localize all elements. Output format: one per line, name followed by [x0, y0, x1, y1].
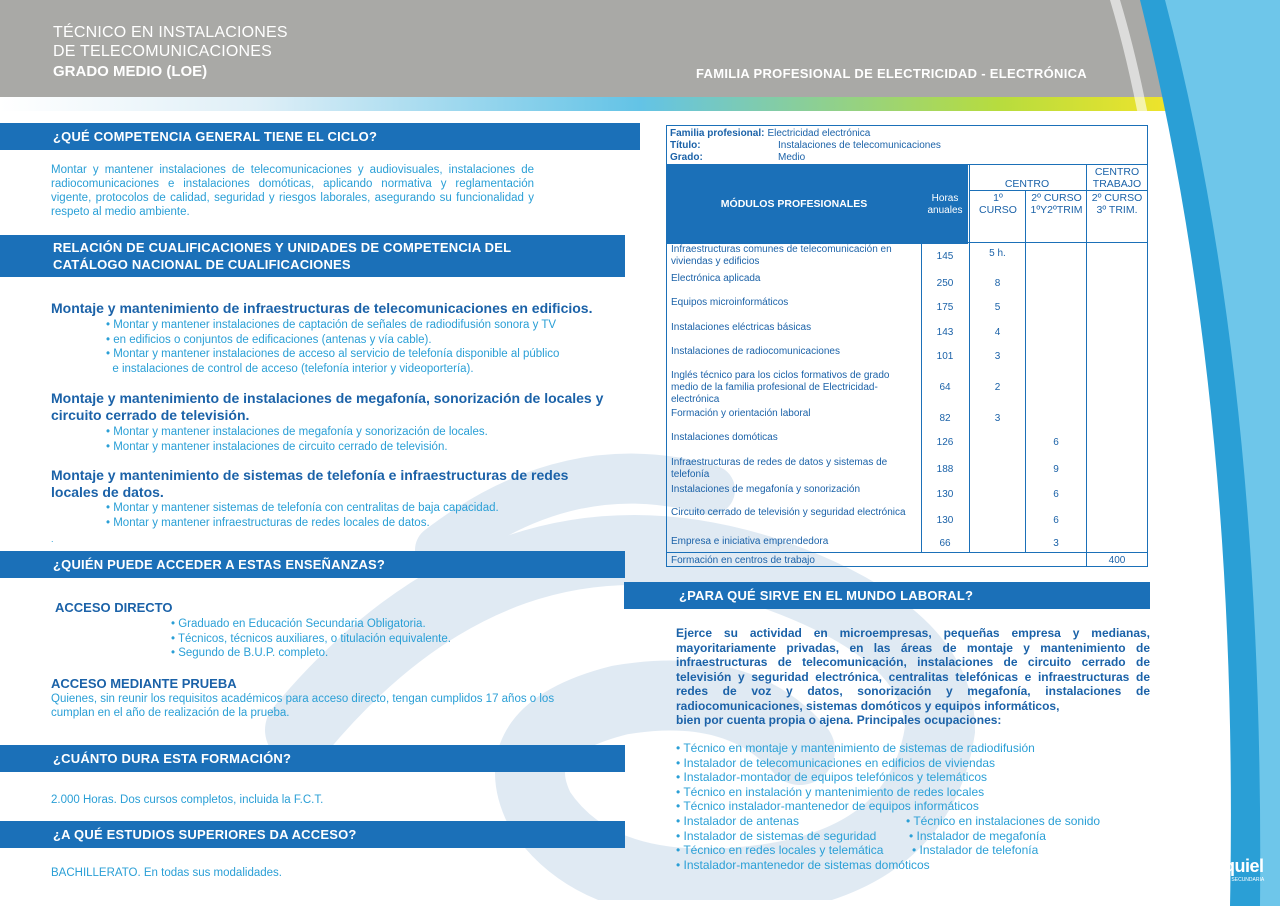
table-row-horas: 126 — [936, 437, 954, 448]
stray-dot: . — [51, 534, 54, 544]
grado-label: Grado: — [670, 152, 703, 163]
logo-subtitle: INSTITUTO DE EDUCACIÓN SECUNDARIA — [1164, 877, 1265, 883]
group-3-title-line2: locales de datos. — [51, 484, 164, 500]
laboral-paragraph: Ejerce su actividad en microempresas, pequeñas empresa y medianas, mayoritariamente privadas, en las áreas de montaje y mantenimiento de infraestructuras de telecomunicación, instalaciones de circuito cerrado de televisión y seguridad electrónica, centralitas telefónicas e infraestructuras de redes de voz y datos, sonorización y megafonía, instalaciones de radiocomunicaciones, sistemas domóticos y equipos informáticos, — [676, 626, 1150, 713]
fct-value: 400 — [1108, 555, 1126, 566]
group-3-title-line1: Montaje y mantenimiento de sistemas de telefonía e infraestructuras de redes — [51, 467, 569, 483]
table-row-1curso: 4 — [994, 327, 1001, 338]
table-row-module-name: Empresa e iniciativa emprendedora — [671, 536, 829, 547]
grado-value: Medio — [778, 152, 806, 163]
acceso-directo-title: ACCESO DIRECTO — [55, 600, 173, 615]
group-1-title — [51, 300, 592, 317]
list-item: • Técnico en redes locales y telemática — [676, 843, 884, 857]
table-row-module-name: Inglés técnico para los ciclos formativos de grado medio de la familia profesional de Electricidad-electrónica — [671, 370, 890, 405]
color-stripe — [0, 97, 1280, 111]
modules-table — [666, 125, 1148, 567]
table-row-2curso: 6 — [1053, 488, 1059, 500]
table-row-2curso: 9 — [1053, 463, 1059, 475]
table-row-module-name: Instalaciones de radiocomunicaciones — [671, 346, 840, 357]
table-row-module-name: Formación y orientación laboral — [671, 408, 811, 419]
acceso-prueba-text — [51, 692, 554, 720]
familia-value: Electricidad electrónica — [767, 128, 871, 139]
acceso-prueba-line2: cumplan en el año de realización de la prueba. — [51, 707, 290, 719]
logo — [1162, 800, 1272, 890]
group-2-title-line2: circuito cerrado de televisión. — [51, 407, 250, 423]
table-row-1curso: 3 — [994, 351, 1001, 362]
laboral-paragraph-end: bien por cuenta propia o ajena. Principales ocupaciones: — [676, 713, 1002, 727]
table-row-2curso: 6 — [1053, 514, 1059, 526]
ocupaciones-left — [676, 814, 930, 872]
cualificaciones-heading — [0, 235, 625, 277]
table-row-horas: 175 — [936, 302, 954, 313]
list-item: • Montar y mantener instalaciones de megafonía y sonorización de locales. — [106, 426, 488, 438]
logo-name: ies azarquiel — [1162, 856, 1264, 876]
list-item: • Instalador-mantenedor de sistemas domóticos — [676, 857, 930, 872]
list-item: • Montar y mantener instalaciones de captación de señales de radiodifusión sonora y TV — [106, 319, 557, 331]
competencia-text: Montar y mantener instalaciones de telecomunicaciones y audiovisuales, instalaciones de radiocomunicaciones e instalaciones domóticas, aplicando normativa y reglamentación vigente, protocolos de calidad, seguridad y riesgos laborales, asegurando su funcionalidad y respeto al medio ambiente. — [51, 164, 534, 218]
list-item: • en edificios o conjuntos de edificaciones (antenas y vía cable). — [106, 333, 432, 346]
group-3-title — [51, 467, 568, 501]
table-row-module-name: Equipos microinformáticos — [671, 297, 789, 308]
cualificaciones-heading-line2: CATÁLOGO NACIONAL DE CUALIFICACIONES — [53, 257, 351, 272]
table-row-horas: 143 — [936, 327, 954, 338]
table-row-module-name: Infraestructuras comunes de telecomunicación en viviendas y edificios — [671, 244, 892, 267]
titulo-label: Título: — [670, 140, 701, 151]
list-item: • Montar y mantener instalaciones de circuito cerrado de televisión. — [106, 440, 448, 453]
list-item: • Instalador de sistemas de seguridad — [676, 828, 877, 843]
table-row-1curso: 8 — [994, 278, 1001, 289]
table-row-module-name: Circuito cerrado de televisión y seguridad electrónica — [671, 507, 906, 518]
estudios-text: BACHILLERATO. En todas sus modalidades. — [51, 867, 282, 879]
table-row-module-name: Instalaciones de megafonía y sonorización — [671, 484, 861, 495]
table-row-horas: 82 — [939, 413, 951, 424]
a-letter-icon — [1190, 820, 1230, 856]
ocupaciones-list — [676, 741, 1035, 814]
list-item: • Técnico instalador-mantenedor de equipos informáticos — [676, 799, 979, 813]
group-3-items — [106, 501, 499, 530]
list-item: e instalaciones de control de acceso (telefonía interior y videoportería). — [106, 362, 474, 375]
list-item: • Instalador-montador de equipos telefónicos y telemáticos — [676, 770, 988, 784]
list-item: • Montar y mantener infraestructuras de redes locales de datos. — [106, 516, 430, 529]
col-horas-label: Horas anuales — [927, 193, 963, 216]
group-2-title-line1: Montaje y mantenimiento de instalaciones de megafonía, sonorización de locales y — [51, 390, 604, 406]
fct-label: Formación en centros de trabajo — [671, 555, 815, 566]
col-2curso-fct-label: 2º CURSO 3º TRIM. — [1091, 192, 1143, 216]
list-item: • Instalador de telefonía — [912, 843, 1039, 857]
list-item: • Segundo de B.U.P. completo. — [171, 647, 329, 659]
group-1-title-line1: Montaje y mantenimiento de infraestructuras de telecomunicaciones en edificios. — [51, 300, 593, 316]
list-item: • Técnico en instalación y mantenimiento de redes locales — [676, 784, 985, 799]
table-row-1curso: 2 — [994, 382, 1001, 393]
group-1-items — [106, 318, 559, 376]
list-item: • Técnicos, técnicos auxiliares, o titulación equivalente. — [171, 632, 451, 645]
table-row-1curso: 5 h. — [989, 248, 1006, 259]
estudios-heading: ¿A QUÉ ESTUDIOS SUPERIORES DA ACCESO? — [0, 821, 625, 848]
col-centro-trabajo-label: CENTRO TRABAJO — [1092, 166, 1142, 190]
col-modulos-label: MÓDULOS PROFESIONALES — [720, 198, 868, 210]
duracion-text: 2.000 Horas. Dos cursos completos, incluida la F.C.T. — [51, 794, 324, 806]
duracion-heading: ¿CUÁNTO DURA ESTA FORMACIÓN? — [0, 745, 625, 772]
list-item: • Instalador de megafonía — [909, 828, 1046, 843]
list-item: • Instalador de telecomunicaciones en edificios de viviendas — [676, 755, 996, 770]
list-item: • Graduado en Educación Secundaria Obligatoria. — [171, 618, 426, 630]
col-centro-label: CENTRO — [1004, 178, 1050, 190]
laboral-text — [676, 626, 1150, 728]
familia-label: Familia profesional: — [670, 128, 765, 139]
acceso-heading: ¿QUIÉN PUEDE ACCEDER A ESTAS ENSEÑANZAS? — [0, 551, 625, 578]
table-row-module-name: Infraestructuras de redes de datos y sistemas de telefonía — [671, 457, 888, 480]
table-row-module-name: Instalaciones eléctricas básicas — [671, 322, 812, 333]
titulo-value: Instalaciones de telecomunicaciones — [778, 140, 941, 151]
table-row-horas: 130 — [936, 488, 954, 500]
table-row-2curso: 3 — [1053, 537, 1059, 549]
table-row-horas: 66 — [939, 537, 951, 549]
competencia-heading: ¿QUÉ COMPETENCIA GENERAL TIENE EL CICLO? — [0, 123, 640, 150]
table-row-1curso: 3 — [994, 413, 1001, 424]
acceso-prueba-line1: Quienes, sin reunir los requisitos académicos para acceso directo, tengan cumplidos 17 años o los — [51, 693, 555, 705]
table-row-module-name: Electrónica aplicada — [671, 273, 761, 284]
table-row-horas: 64 — [939, 382, 951, 393]
col-2curso-label: 2º CURSO 1ºY2ºTRIM — [1030, 192, 1083, 216]
list-item: • Técnico en montaje y mantenimiento de sistemas de radiodifusión — [676, 741, 1035, 755]
list-item: • Montar y mantener sistemas de telefonía con centralitas de baja capacidad. — [106, 502, 499, 514]
table-info — [670, 128, 1140, 164]
title-line-2: DE TELECOMUNICACIONES — [53, 43, 273, 60]
table-row-2curso: 6 — [1053, 437, 1059, 448]
ocupaciones-right — [906, 814, 1101, 858]
group-2-title — [51, 390, 603, 424]
acceso-directo-items — [171, 617, 451, 661]
level-label: GRADO MEDIO (LOE) — [53, 63, 208, 80]
table-row-1curso: 5 — [994, 302, 1001, 313]
list-item: • Montar y mantener instalaciones de acceso al servicio de telefonía disponible al público — [106, 348, 560, 360]
table-row-module-name: Instalaciones domóticas — [671, 432, 778, 443]
table-row-horas: 145 — [936, 251, 954, 262]
table-row-horas: 101 — [936, 351, 954, 362]
table-row-horas: 188 — [936, 463, 954, 475]
table-row-horas: 130 — [936, 514, 954, 526]
col-header-horas — [922, 165, 968, 244]
header — [0, 0, 1280, 97]
table-row-horas: 250 — [936, 278, 954, 289]
col-header-modulos — [667, 165, 921, 244]
list-item: • Técnico en instalaciones de sonido — [906, 814, 1101, 828]
family-label: FAMILIA PROFESIONAL DE ELECTRICIDAD - ELECTRÓNICA — [696, 66, 1087, 81]
cualificaciones-heading-line1: RELACIÓN DE CUALIFICACIONES Y UNIDADES DE COMPETENCIA DEL — [53, 240, 512, 255]
laboral-heading: ¿PARA QUÉ SIRVE EN EL MUNDO LABORAL? — [624, 582, 1150, 609]
col-1curso-label: 1º CURSO — [979, 192, 1017, 216]
title-line-1: TÉCNICO EN INSTALACIONES — [53, 24, 288, 41]
group-2-items — [106, 425, 488, 454]
acceso-prueba-title: ACCESO MEDIANTE PRUEBA — [51, 676, 237, 691]
list-item: • Instalador de antenas — [676, 814, 799, 828]
